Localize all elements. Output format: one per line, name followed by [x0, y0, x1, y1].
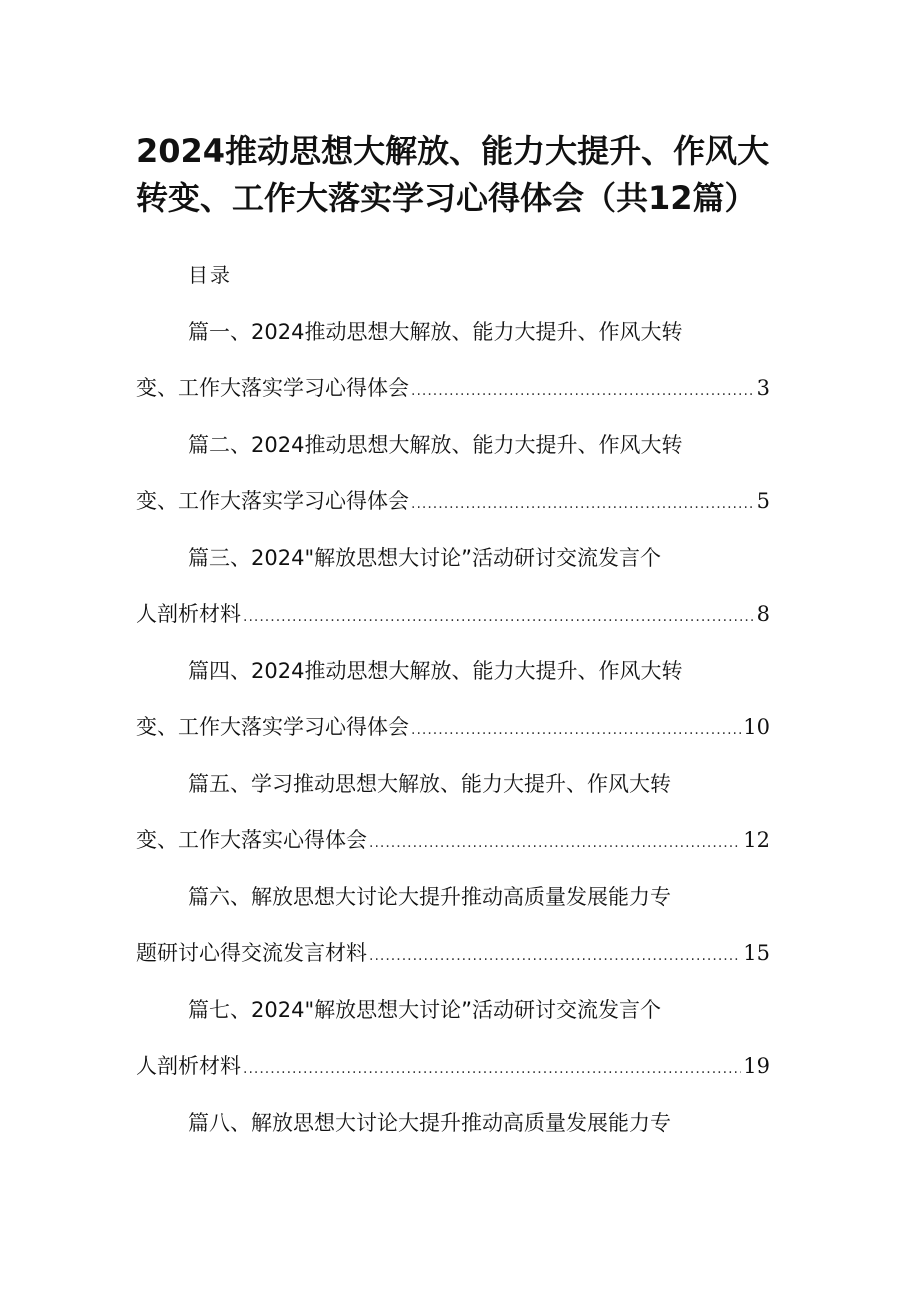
- toc-page-number: 8: [756, 602, 770, 626]
- toc-entry-8-title[interactable]: 篇八、解放思想大讨论大提升推动高质量发展能力专: [188, 1111, 671, 1135]
- toc-page-number: 19: [743, 1054, 770, 1078]
- toc-entry-7-continuation[interactable]: [136, 1050, 770, 1085]
- dot-leader: [411, 375, 755, 407]
- toc-entry-4-title[interactable]: 篇四、2024推动思想大解放、能力大提升、作风大转: [188, 659, 683, 683]
- toc-entry-6-continuation[interactable]: [136, 937, 770, 972]
- toc-entry-text: 人剖析材料: [136, 1054, 241, 1078]
- dot-leader: [411, 488, 755, 520]
- dot-leader: [243, 1053, 741, 1085]
- dot-leader: [243, 601, 755, 633]
- dot-leader: [369, 940, 741, 972]
- toc-entry-text: 变、工作大落实学习心得体会: [136, 376, 409, 400]
- toc-entry-6-title[interactable]: 篇六、解放思想大讨论大提升推动高质量发展能力专: [188, 885, 671, 909]
- toc-entry-5-continuation[interactable]: [136, 824, 770, 859]
- toc-entry-text: 题研讨心得交流发言材料: [136, 941, 367, 965]
- toc-page-number: 3: [756, 376, 770, 400]
- toc-page-number: 5: [756, 489, 770, 513]
- toc-page-number: 12: [743, 828, 770, 852]
- document-title: 2024推动思想大解放、能力大提升、作风大转变、工作大落实学习心得体会（共12篇）: [136, 132, 770, 217]
- toc-entry-7-title[interactable]: 篇七、2024"解放思想大讨论”活动研讨交流发言个: [188, 998, 661, 1022]
- toc-entry-text: 变、工作大落实学习心得体会: [136, 715, 409, 739]
- toc-entry-text: 变、工作大落实心得体会: [136, 828, 367, 852]
- dot-leader: [411, 714, 741, 746]
- toc-entry-2-title[interactable]: 篇二、2024推动思想大解放、能力大提升、作风大转: [188, 433, 683, 457]
- toc-entry-text: 变、工作大落实学习心得体会: [136, 489, 409, 513]
- toc-entry-1-continuation[interactable]: [136, 372, 770, 407]
- toc-entry-4-continuation[interactable]: [136, 711, 770, 746]
- toc-page-number: 15: [743, 941, 770, 965]
- toc-heading: 目录: [188, 263, 232, 287]
- toc-entry-text: 人剖析材料: [136, 602, 241, 626]
- toc-entry-5-title[interactable]: 篇五、学习推动思想大解放、能力大提升、作风大转: [188, 772, 671, 796]
- toc-page-number: 10: [743, 715, 770, 739]
- toc-entry-3-title[interactable]: 篇三、2024"解放思想大讨论”活动研讨交流发言个: [188, 546, 661, 570]
- toc-entry-3-continuation[interactable]: [136, 598, 770, 633]
- toc-entry-1-title[interactable]: 篇一、2024推动思想大解放、能力大提升、作风大转: [188, 320, 683, 344]
- toc-entry-2-continuation[interactable]: [136, 485, 770, 520]
- dot-leader: [369, 827, 741, 859]
